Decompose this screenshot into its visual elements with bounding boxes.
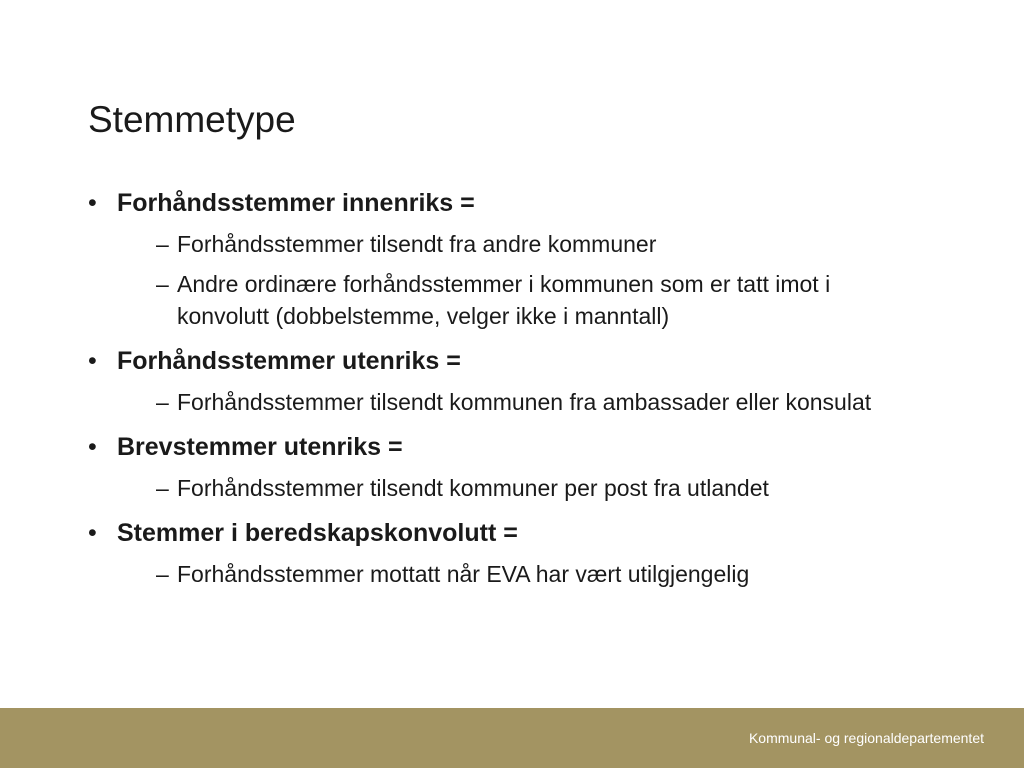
bullet-item [88,430,928,504]
bullet-icon: • [88,433,97,461]
bullet-label: Forhåndsstemmer utenriks = [117,347,461,375]
bullet-label: Forhåndsstemmer innenriks = [117,189,475,217]
sub-item-text: Forhåndsstemmer tilsendt fra andre kommuner [177,231,657,257]
dash-icon: – [156,389,169,415]
dash-icon: – [156,475,169,501]
sub-list [117,386,928,418]
footer-bar [0,708,1024,768]
bullet-item [88,344,928,418]
dash-icon: – [156,271,169,297]
bullet-icon: • [88,519,97,547]
sub-item-text: Forhåndsstemmer tilsendt kommuner per post fra utlandet [177,475,769,501]
slide-title: Stemmetype [88,99,296,140]
bullet-label: Brevstemmer utenriks = [117,433,403,461]
sub-item-text: Forhåndsstemmer tilsendt kommunen fra ambassader eller konsulat [177,389,872,415]
bullet-item [88,186,928,332]
sub-item-text: Andre ordinære forhåndsstemmer i kommunen som er tatt imot i konvolutt (dobbelstemme, velger ikke i manntall) [177,271,831,329]
sub-item [117,268,928,332]
sub-item-text: Forhåndsstemmer mottatt når EVA har vært utilgjengelig [177,561,750,587]
bullet-label: Stemmer i beredskapskonvolutt = [117,519,518,547]
bullet-list [88,186,928,590]
footer-text: Kommunal- og regionaldepartementet [748,730,984,746]
sub-item [117,228,928,260]
sub-item [117,558,928,590]
dash-icon: – [156,231,169,257]
bullet-item [88,516,928,590]
sub-list [117,472,928,504]
dash-icon: – [156,561,169,587]
sub-item [117,472,928,504]
sub-list [117,228,928,332]
bullet-icon: • [88,189,97,217]
sub-list [117,558,928,590]
bullet-icon: • [88,347,97,375]
sub-item [117,386,928,418]
